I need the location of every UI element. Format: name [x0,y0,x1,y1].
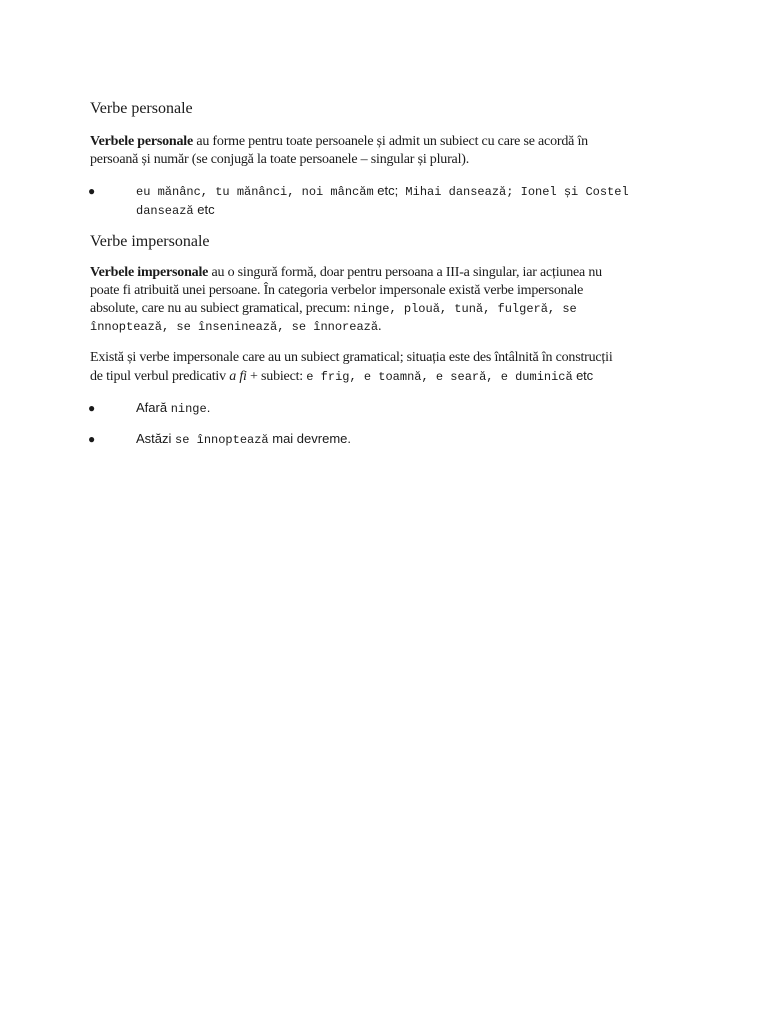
text-span: etc; [373,183,399,198]
text-span: . [378,319,382,334]
list-item-line [136,182,670,201]
paragraph-verbe-personale [90,133,680,169]
example-mono: ninge [170,402,207,416]
text-span: Afară [136,400,171,415]
bullet-icon: ● [88,401,96,415]
example-mono: Mihai dansează; Ionel și Costel [398,185,629,199]
paragraph-line [90,300,680,318]
list-item-text [110,182,670,220]
example-mono: se înnoptează [175,433,269,447]
paragraph-line [90,318,680,336]
text-span: absolute, care nu au subiect gramatical, precum: [90,301,354,316]
paragraph-line [90,367,680,386]
list-item-line [136,201,670,220]
paragraph-line: Există și verbe impersonale care au un subiect gramatical; situația este des întâlnită în construcții [90,350,613,365]
list-item-text [110,430,670,449]
text-span: mai devreme. [268,431,352,446]
text-span: au o singură formă, doar pentru persoana a III-a singular, iar acțiunea nu [208,265,602,280]
text-span: au forme pentru toate persoanele și admit un subiect cu care se acordă în [193,134,588,149]
paragraph-line: poate fi atribuită unei persoane. În categoria verbelor impersonale există verbe impersonale [90,283,584,298]
example-mono: înnoptează, se înseninează, se înnorează [90,320,379,334]
heading-verbe-impersonale: Verbe impersonale [90,233,210,250]
text-span: etc [572,368,593,383]
example-mono: e frig, e toamnă, e seară, e duminică [306,370,573,384]
paragraph-line: persoană și număr (se conjugă la toate persoanele – singular și plural). [90,152,470,167]
example-mono: eu mănânc, tu mănânci, noi mâncăm [136,185,374,199]
bullet-icon: ● [88,184,96,198]
bold-term: Verbele impersonale [90,265,209,280]
text-span: etc [193,202,215,217]
bold-term: Verbele personale [90,134,194,149]
list-item-line [136,430,670,449]
text-span: + subiect: [246,369,307,384]
italic-term: a fi [229,369,247,384]
paragraph-subiect-gramatical [90,349,680,386]
example-mono: dansează [136,204,194,218]
example-mono: ninge, plouă, tună, fulgeră, se [353,302,577,316]
heading-verbe-personale: Verbe personale [90,100,193,117]
text-span: Astăzi [136,431,176,446]
text-span: . [206,400,211,415]
list-item-line [136,399,670,418]
paragraph-verbe-impersonale [90,264,680,336]
bullet-icon: ● [88,432,96,446]
paragraph-line [90,264,680,282]
text-span: de tipul verbul predicativ [90,369,230,384]
paragraph-line [90,133,680,151]
list-item [88,430,670,449]
list-item [88,182,670,220]
list-item-text [110,399,670,418]
list-item [88,399,670,418]
